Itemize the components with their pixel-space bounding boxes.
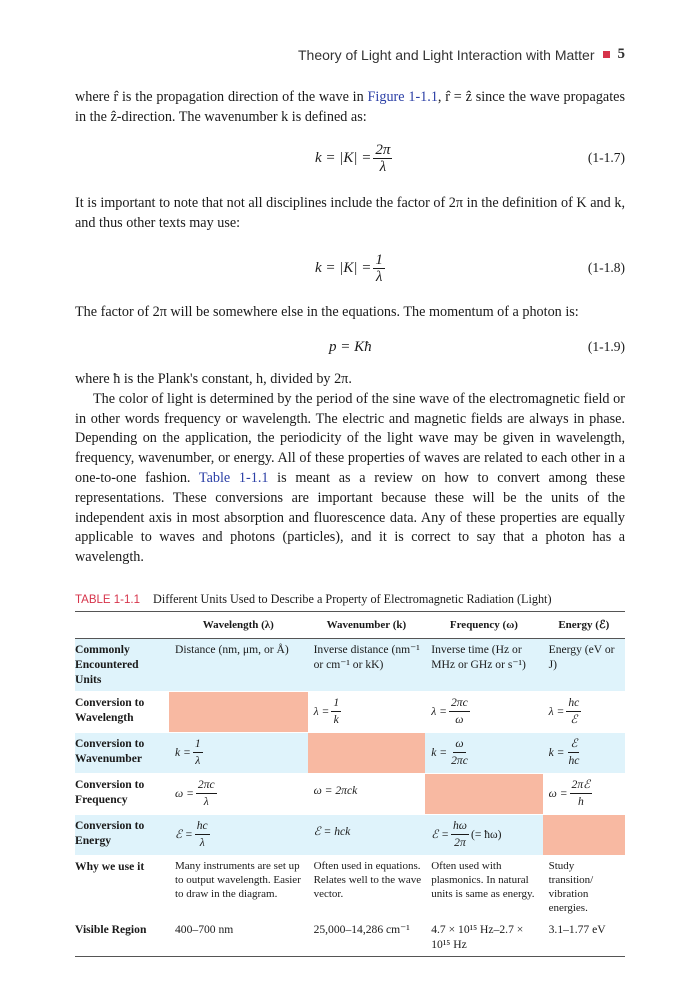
eq1-fraction [373,142,392,175]
row-label: Conversion to Wavelength [75,692,169,733]
eq1-lhs: k = |K| = [315,149,372,166]
table-row [75,774,625,815]
running-head-title: Theory of Light and Light Interaction with Matter [298,46,595,63]
table-row [75,733,625,774]
table-cell: k = $\frac{\omega}{2\pi c}$ [425,733,542,774]
header-wavelength: Wavelength (λ) [169,612,308,639]
table-header-row [75,612,625,639]
table-cell: λ = $\frac{hc}{\text{ℰ}}$ [543,692,625,733]
equation-1-1-8 [75,248,625,288]
eq2-denominator: λ [375,268,383,285]
header-frequency: Frequency (ω) [425,612,542,639]
table-cell: ℰ = $\frac{h\omega}{2\pi}$ (= ħω) [425,815,542,856]
eq2-lhs: k = |K| = [315,259,372,276]
para2-text: It is important to note that not all disciplines include the factor of 2π in the definition of K and k, and thus other texts may use: [75,195,625,231]
table-cell: λ = $\frac{2\pi c}{\omega}$ [425,692,542,733]
para5-text-a: The color of light is determined by the period of the sine wave of the electromagnetic field or in other words frequency or wavelength. The electric and magnetic fields are always in phase. Depending on the application, the periodicity of the light wave may be given in wavelength, frequency, wavenumber, or energy. All of these properties of waves are related to each other in a one-to-one fashion. [75,390,625,486]
table-cell: 3.1–1.77 eV [543,919,625,957]
row-label: Conversion to Energy [75,815,169,856]
table-cell: 400–700 nm [169,919,308,957]
table-cell: λ = $\frac{1}{k}$ [308,692,426,733]
highlight-cell [308,733,426,774]
row-label: Visible Region [75,919,169,957]
table-row [75,856,625,920]
table-cell: Study transition/ vibration energies. [543,856,625,920]
table-caption [75,592,635,607]
header-wavenumber: Wavenumber (k) [308,612,426,639]
units-table [75,611,625,957]
table-cell: k = $\frac{\text{ℰ}}{hc}$ [543,733,625,774]
row-label: Why we use it [75,856,169,920]
table-cell: ℰ = hck [308,815,426,856]
table-caption-label: TABLE 1-1.1 [75,594,140,606]
table-cell: ℰ = $\frac{hc}{\lambda}$ [169,815,308,856]
table-cell: k = $\frac{1}{\lambda}$ [169,733,308,774]
highlight-cell [169,692,308,733]
table-row [75,919,625,957]
equation-number: (1-1.9) [587,339,625,354]
para5-text-b: is meant as a review on how to convert among these representations. These conversions are important because these will be the units of the independent axis in most absorption and fluorescence data. Any of these properties are equally applicable to waves and photons (particles), and it is correct to say that a photon has a wavelength. [75,469,626,566]
para1-text-b: , r̂ = ẑ since the wave propagates in the ẑ-direction. The wavenumber k is defined as: [75,89,625,125]
table-caption-text: Different Units Used to Describe a Property of Electromagnetic Radiation (Light) [153,592,552,606]
table-cell: 25,000–14,286 cm⁻¹ [308,919,426,957]
row-label: Conversion to Frequency [75,774,169,815]
equation-expression [315,248,387,288]
paragraph-factor [75,303,625,323]
paragraph-color [75,370,625,568]
table-cell: Inverse distance (nm⁻¹ or cm⁻¹ or kK) [308,639,426,692]
table-cell: ω = $\frac{2\pi c}{\lambda}$ [169,774,308,815]
paragraph-disciplines [75,194,625,234]
square-bullet-icon [603,51,610,58]
header-empty [75,612,169,639]
table-cell: 4.7 × 10¹⁵ Hz–2.7 × 10¹⁵ Hz [425,919,542,957]
running-head [298,46,625,63]
para3-text: The factor of 2π will be somewhere else in the equations. The momentum of a photon is: [75,304,579,320]
para1-text-a: where r̂ is the propagation direction of the wave in [75,89,368,105]
equation-1-1-9 [75,327,625,367]
equation-1-1-7 [75,138,625,178]
table-cell: Often used with plasmonics. In natural units is same as energy. [425,856,542,920]
eq2-numerator: 1 [375,251,383,268]
table-cell: Energy (eV or J) [543,639,625,692]
table-row [75,692,625,733]
table-link[interactable]: Table 1-1.1 [198,469,269,486]
table-cell: ω = $\frac{\text{2πℰ}}{h}$ [543,774,625,815]
eq2-fraction [373,252,385,285]
row-label: Commonly Encountered Units [75,639,169,692]
paragraph-propagation [75,88,625,128]
table-cell: ω = 2πck [308,774,426,815]
equation-expression: p = Kħ [329,338,372,355]
table-cell: Often used in equations. Relates well to the wave vector. [308,856,426,920]
table-cell: Many instruments are set up to output wavelength. Easier to draw in the diagram. [169,856,308,920]
row-label: Conversion to Wavenumber [75,733,169,774]
eq1-numerator: 2π [375,141,391,158]
eq1-denominator: λ [379,158,387,175]
table-row [75,815,625,856]
header-energy: Energy (ℰ) [543,612,625,639]
highlight-cell [543,815,625,856]
equation-expression [315,138,394,178]
highlight-cell [425,774,542,815]
equation-number: (1-1.8) [587,260,625,275]
table-cell: Distance (nm, μm, or Å) [169,639,308,692]
table-row [75,639,625,692]
page-number: 5 [617,46,625,62]
figure-link[interactable]: Figure 1-1.1 [367,89,438,105]
table-cell: Inverse time (Hz or MHz or GHz or s⁻¹) [425,639,542,692]
para4-text: where ħ is the Plank's constant, h, divided by 2π. [75,371,352,387]
equation-number: (1-1.7) [587,150,625,165]
